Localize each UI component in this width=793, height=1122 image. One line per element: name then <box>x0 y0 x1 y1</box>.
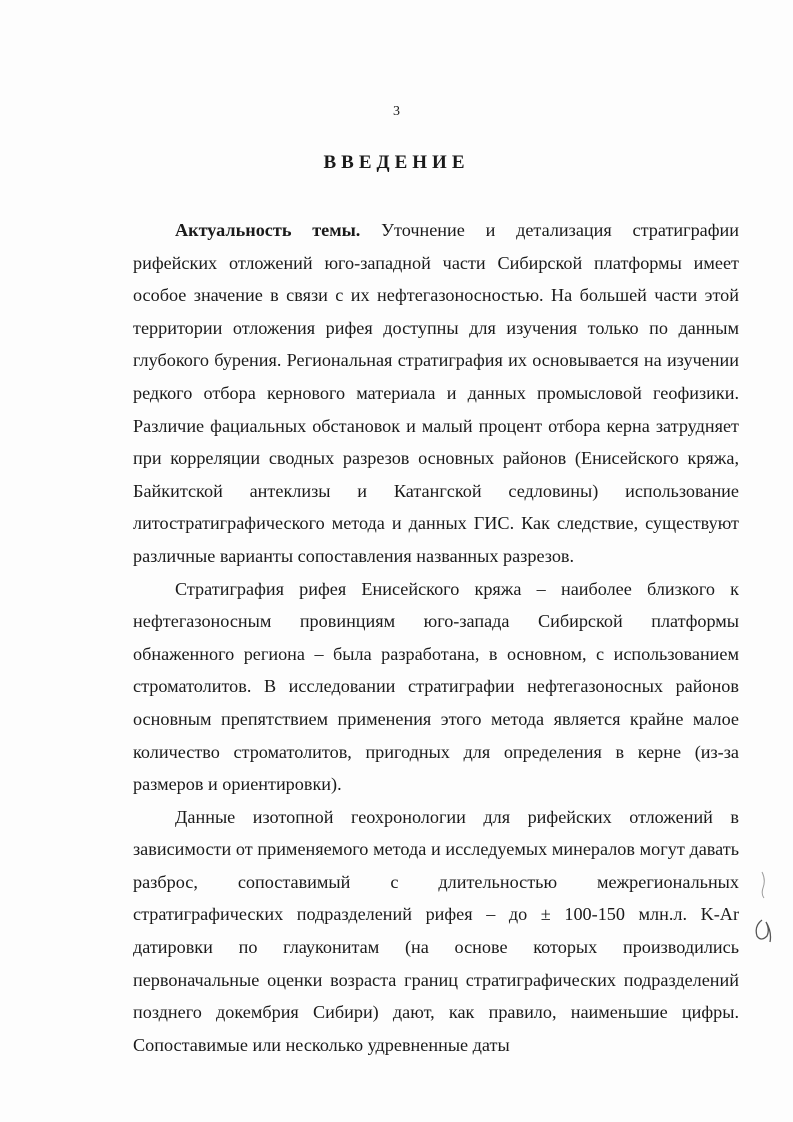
section-heading: ВВЕДЕНИЕ <box>323 152 470 173</box>
paragraph-geochronology <box>133 801 739 1062</box>
paragraph-stratigraphy <box>133 573 739 801</box>
page-number: 3 <box>393 104 400 119</box>
paragraph-relevance <box>133 214 739 573</box>
paragraph-text: Уточнение и детализация стратиграфии рифейских отложений юго-западной части Сибирской платформы имеет особое значение в связи с их нефтегазоносностью. На большей части этой территории отложения рифея доступны для изучения только по данным глубокого бурения. Региональная стратиграфия их основывается на изучении редкого отбора кернового материала и данных промысловой геофизики. Различие фациальных обстановок и малый процент отбора керна затрудняет при корреляции сводных разрезов основных районов (Енисейского кряжа, Байкитской антеклизы и Катангской седловины) использование литостратиграфического метода и данных ГИС. Как следствие, существуют различные варианты сопоставления названных разрезов. <box>133 220 740 566</box>
paragraph-text: Стратиграфия рифея Енисейского кряжа – наиболее близкого к нефтегазоносным провинциям юго-запада Сибирской платформы обнаженного региона – была разработана, в основном, с использованием строматолитов. В исследовании стратиграфии нефтегазоносных районов основным препятствием применения этого метода является крайне малое количество строматолитов, пригодных для определения в керне (из-за размеров и ориентировки). <box>133 578 739 795</box>
paragraph-lead: Актуальность темы. <box>175 220 361 240</box>
scan-speck-mark <box>752 870 772 900</box>
paragraph-text: Данные изотопной геохронологии для рифейских отложений в зависимости от применяемого метода и исследуемых минералов могут давать разброс, сопоставимый с длительностью межрегиональных стратиграфических подразделений рифея – до ± 100-150 млн.л. K-Ar датировки по глауконитам (на основе которых производились первоначальные оценки возраста границ стратиграфических подразделений позднего докембрия Сибири) дают, как правило, наименьшие цифры. Сопоставимые или несколько удревненные даты <box>133 806 739 1055</box>
body-text <box>133 214 739 1061</box>
handwritten-margin-mark <box>748 910 778 950</box>
